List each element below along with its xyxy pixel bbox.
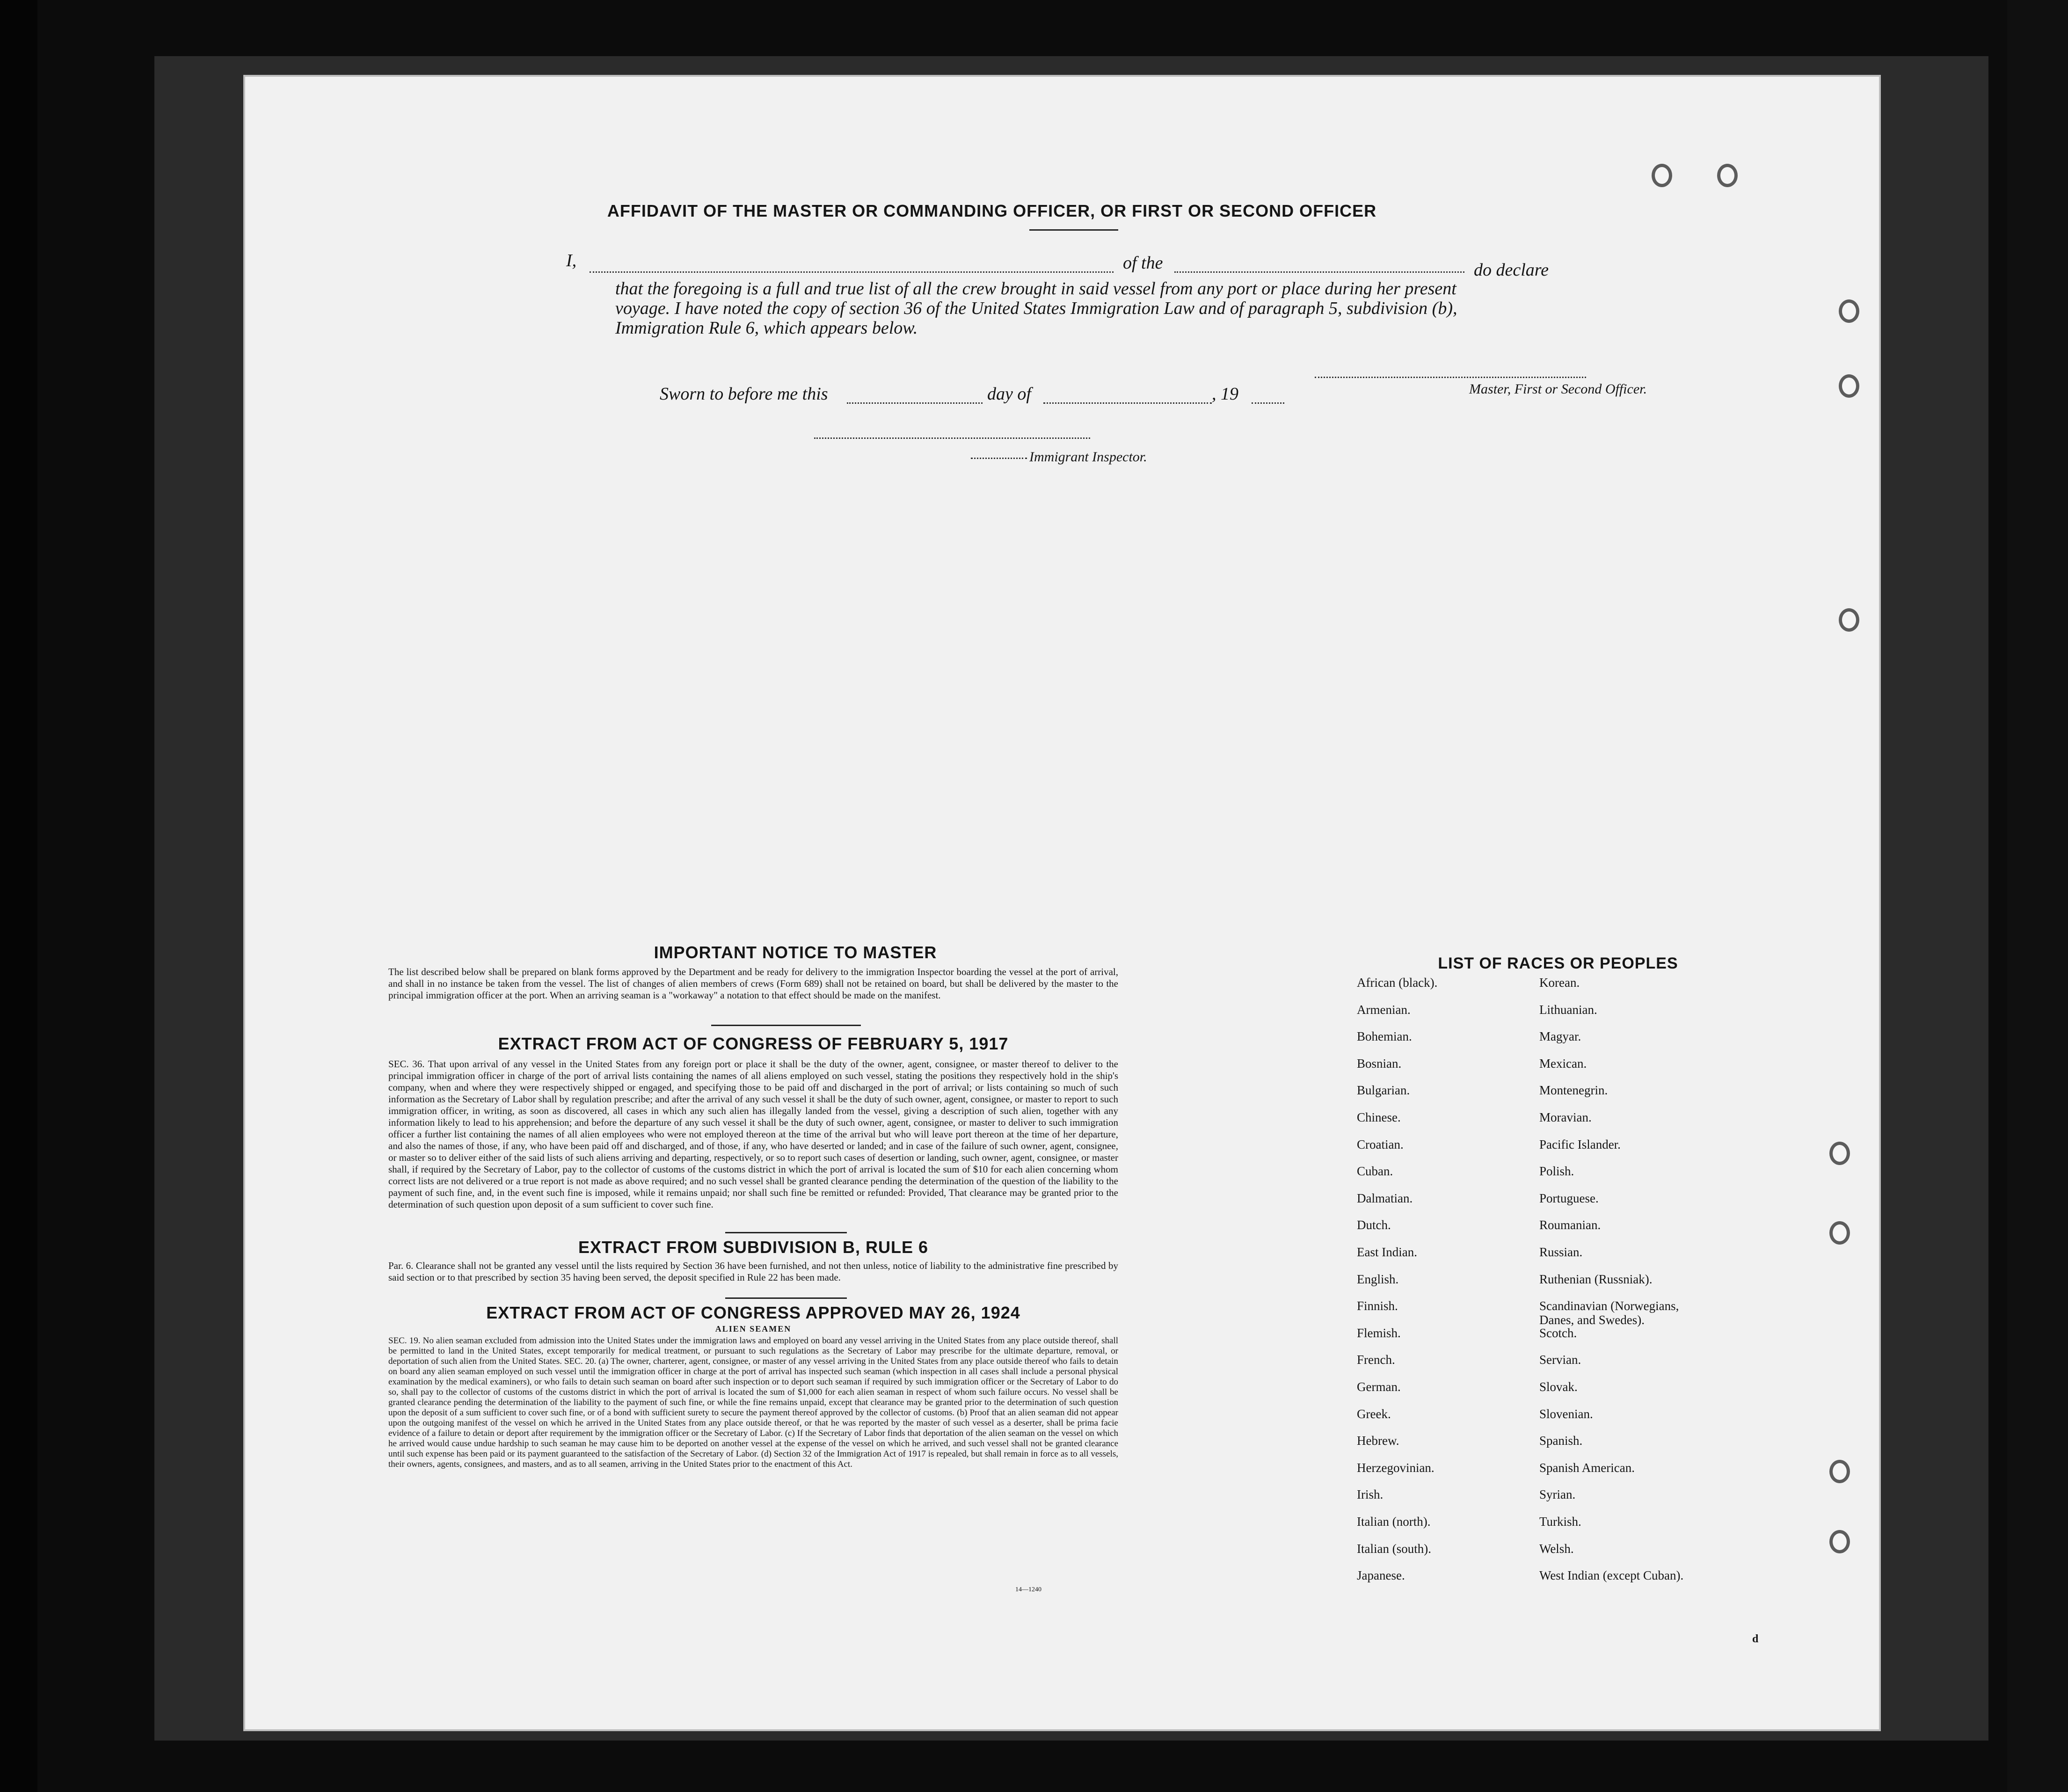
punch-hole-icon bbox=[1839, 608, 1859, 632]
races-title: LIST OF RACES OR PEOPLES bbox=[1438, 954, 1678, 972]
punch-hole-icon bbox=[1829, 1460, 1850, 1483]
race-entry: English. bbox=[1357, 1272, 1399, 1286]
race-entry: Mexican. bbox=[1539, 1056, 1587, 1071]
day-of-label: day of bbox=[987, 384, 1031, 404]
divider bbox=[711, 1025, 861, 1026]
race-entry: French. bbox=[1357, 1353, 1395, 1367]
manifest-page bbox=[243, 75, 1881, 1731]
notice-title: IMPORTANT NOTICE TO MASTER bbox=[654, 943, 937, 962]
month-blank bbox=[1043, 402, 1212, 404]
race-entry: Bulgarian. bbox=[1357, 1083, 1410, 1098]
inspector-signature-blank bbox=[814, 437, 1090, 439]
race-entry: Syrian. bbox=[1539, 1487, 1576, 1502]
extract-1924-title: EXTRACT FROM ACT OF CONGRESS APPROVED MAY 26, 1924 bbox=[486, 1303, 1020, 1322]
punch-hole-icon bbox=[1829, 1221, 1850, 1245]
race-entry: Roumanian. bbox=[1539, 1218, 1601, 1232]
race-entry: Russian. bbox=[1539, 1245, 1583, 1259]
race-entry: Hebrew. bbox=[1357, 1434, 1399, 1448]
race-entry: Cuban. bbox=[1357, 1164, 1393, 1179]
divider bbox=[725, 1297, 847, 1299]
affidavit-title: AFFIDAVIT OF THE MASTER OR COMMANDING OFFICER, OR FIRST OR SECOND OFFICER bbox=[607, 201, 1377, 220]
race-entry: West Indian (except Cuban). bbox=[1539, 1568, 1684, 1583]
race-entry: Chinese. bbox=[1357, 1110, 1401, 1124]
race-entry: Spanish. bbox=[1539, 1434, 1583, 1448]
extract-1917-text: SEC. 36. That upon arrival of any vessel in the United States from any foreign port or place it shall be the duty of the owner, agent, consignee, or master thereof to deliver to the principal immigration officer in charge of the port of arrival lists containing the names of all aliens employed on such vessel, stating the positions they respectively hold in the ship's company, when and where they were respectively shipped or engaged, and specifying those to be paid off and discharged in the port of arrival; or lists containing so much of such information as the Secretary of Labor shall by regulation prescribe; and after the arrival of any such vessel it shall be the duty of such owner, agent, consignee, or master to report to such immigration officer, in writing, as soon as discovered, all cases in which any such alien has illegally landed from the vessel, giving a description of such alien, together with any information likely to lead to his apprehension; and before the departure of any such vessel it shall be the duty of such owner, agent, consignee, or master to deliver to such immigration officer a further list containing the names of all alien employees who were not employed thereon at the time of the arrival but who will leave port thereon at the time of her departure, and also the names of those, if any, who have been paid off and discharged, and of those, if any, who have deserted or landed; and in case of the failure of such owner, agent, consignee, or master so to deliver either of the said lists of such aliens arriving and departing, respectively, or so to report such cases of desertion or landing, such owner, agent, consignee, or master shall, if required by the Secretary of Labor, pay to the collector of customs of the customs district in which the port of arrival is located the sum of $10 for each alien concerning whom correct lists are not delivered or a true report is not made as above required; and no such vessel shall be granted clearance pending the determination of the question of the liability to the payment of such fine, and, in the event such fine is imposed, while it remains unpaid; nor shall such fine be remitted or refunded: Provided, That clearance may be granted prior to the determination of such question upon deposit of a sum sufficient to cover such fine. bbox=[388, 1058, 1118, 1210]
race-entry: Welsh. bbox=[1539, 1541, 1574, 1556]
race-entry: Scandinavian (Norwegians, Danes, and Swedes). bbox=[1539, 1299, 1679, 1327]
race-entry: Ruthenian (Russniak). bbox=[1539, 1272, 1653, 1286]
inspector-dots bbox=[971, 458, 1027, 459]
divider bbox=[725, 1232, 847, 1233]
name-blank bbox=[590, 271, 1114, 273]
race-entry: Bohemian. bbox=[1357, 1029, 1412, 1044]
race-entry: Irish. bbox=[1357, 1487, 1384, 1502]
race-entry: African (black). bbox=[1357, 976, 1438, 990]
punch-hole-icon bbox=[1652, 164, 1672, 187]
punch-hole-icon bbox=[1839, 299, 1859, 323]
race-entry: Dalmatian. bbox=[1357, 1191, 1413, 1205]
race-entry: Pacific Islander. bbox=[1539, 1137, 1621, 1151]
race-entry: Scotch. bbox=[1539, 1326, 1577, 1340]
form-number: 14—1240 bbox=[1015, 1586, 1041, 1593]
race-entry: Moravian. bbox=[1539, 1110, 1592, 1124]
vessel-blank bbox=[1174, 271, 1464, 273]
margin-mark: d bbox=[1752, 1633, 1759, 1645]
race-entry: Japanese. bbox=[1357, 1568, 1405, 1583]
film-frame-right bbox=[2007, 0, 2068, 1792]
race-entry: Slovenian. bbox=[1539, 1406, 1593, 1421]
film-frame-left bbox=[0, 0, 37, 1792]
affidavit-line-2: that the foregoing is a full and true list of all the crew brought in said vessel from any port or place during her present bbox=[615, 279, 1456, 299]
race-entry: Lithuanian. bbox=[1539, 1002, 1597, 1017]
affidavit-line-3: voyage. I have noted the copy of section 36 of the United States Immigration Law and of paragraph 5, subdivision (b), bbox=[615, 299, 1457, 318]
race-entry: Slovak. bbox=[1539, 1380, 1578, 1394]
notice-text: The list described below shall be prepared on blank forms approved by the Department and be ready for delivery to the immigration Inspector boarding the vessel at the port of arrival, and shall in no instance be taken from the vessel. The list of changes of alien members of crews (Form 689) shall not be retained on board, but shall be delivered by the master to the principal immigration officer at the port. When an arriving seaman is a "workaway" a notation to that effect should be made on the manifest. bbox=[388, 966, 1118, 1001]
race-entry: German. bbox=[1357, 1380, 1401, 1394]
affidavit-of-the: of the bbox=[1123, 253, 1163, 273]
punch-hole-icon bbox=[1839, 374, 1859, 398]
alien-seamen-subtitle: ALIEN SEAMEN bbox=[715, 1324, 792, 1333]
race-entry: Greek. bbox=[1357, 1406, 1391, 1421]
day-blank bbox=[847, 402, 983, 404]
year-blank bbox=[1252, 402, 1284, 404]
extract-1917-title: EXTRACT FROM ACT OF CONGRESS OF FEBRUARY 5, 1917 bbox=[498, 1034, 1009, 1053]
affidavit-line-4: Immigration Rule 6, which appears below. bbox=[615, 318, 918, 338]
punch-hole-icon bbox=[1717, 164, 1738, 187]
race-entry: Portuguese. bbox=[1539, 1191, 1599, 1205]
race-entry: Herzegovinian. bbox=[1357, 1460, 1434, 1475]
race-entry: Italian (south). bbox=[1357, 1541, 1431, 1556]
punch-hole-icon bbox=[1829, 1142, 1850, 1165]
sworn-label: Sworn to before me this bbox=[660, 384, 828, 404]
race-entry: Italian (north). bbox=[1357, 1515, 1431, 1529]
race-entry: Korean. bbox=[1539, 976, 1580, 990]
race-entry: Magyar. bbox=[1539, 1029, 1581, 1044]
inspector-title: Immigrant Inspector. bbox=[1029, 449, 1147, 465]
divider bbox=[1029, 229, 1118, 231]
race-entry: Dutch. bbox=[1357, 1218, 1391, 1232]
race-entry: Montenegrin. bbox=[1539, 1083, 1608, 1098]
race-entry: Spanish American. bbox=[1539, 1460, 1635, 1475]
race-entry: Polish. bbox=[1539, 1164, 1574, 1179]
signature-blank bbox=[1315, 377, 1586, 378]
race-entry: East Indian. bbox=[1357, 1245, 1417, 1259]
race-entry: Armenian. bbox=[1357, 1002, 1411, 1017]
race-entry: Flemish. bbox=[1357, 1326, 1401, 1340]
race-entry: Bosnian. bbox=[1357, 1056, 1402, 1071]
race-entry: Croatian. bbox=[1357, 1137, 1404, 1151]
extract-1924-text: SEC. 19. No alien seaman excluded from admission into the United States under the immigration laws and employed on board any vessel arriving in the United States from any place outside thereof, shall be permitted to land in the United States, except temporarily for medical treatment, or pursuant to such regulations as the Secretary of Labor may prescribe for the ultimate departure, removal, or deportation of such alien from the United States. SEC. 20. (a) The owner, charterer, agent, consignee, or master of any vessel arriving in the United States from any place outside thereof who fails to detain on board any alien seaman employed on such vessel until the immigration officer in charge at the port of arrival has inspected such seaman (which inspection in all cases shall include a personal physical examination by the medical examiners), or who fails to detain such seaman on board after such inspection or to deport such seaman if required by such immigration officer or the Secretary of Labor to do so, shall pay to the collector of customs of the customs district in which the port of arrival is located the sum of $1,000 for each alien seaman in respect of whom such failure occurs. No vessel shall be granted clearance pending the determination of the liability to the payment of such fine, or while the fine remains unpaid, except that clearance may be granted prior to the determination of such question upon the deposit of a sum sufficient to cover such fine, or of a bond with sufficient surety to secure the payment thereof approved by the collector of customs. (b) Proof that an alien seaman did not appear upon the outgoing manifest of the vessel on which he arrived in the United States from any place outside thereof, or that he was reported by the master of such vessel as a deserter, shall be prima facie evidence of a failure to detain or deport after requirement by the immigration officer or the Secretary of Labor. (c) If the Secretary of Labor finds that deportation of the alien seaman on the vessel on which he arrived would cause undue hardship to such seaman he may cause him to be deported on another vessel at the expense of the vessel on which he arrived, and such vessel shall not be granted clearance until such expense has been paid or its payment guaranteed to the satisfaction of the Secretary of Labor. (d) Section 32 of the Immigration Act of 1917 is repealed, but shall remain in force as to all vessels, their owners, agents, consignees, and masters, and as to all seamen, arriving in the United States prior to the enactment of this Act. bbox=[388, 1336, 1118, 1469]
affidavit-i: I, bbox=[566, 251, 577, 270]
race-entry: Finnish. bbox=[1357, 1299, 1398, 1313]
race-entry: Turkish. bbox=[1539, 1515, 1581, 1529]
signer-title: Master, First or Second Officer. bbox=[1469, 381, 1647, 397]
punch-hole-icon bbox=[1829, 1530, 1850, 1553]
subdivision-text: Par. 6. Clearance shall not be granted any vessel until the lists required by Section 36 have been furnished, and not then unless, notice of liability to the administrative fine prescribed by said section or to that prescribed by section 35 having been served, the deposit specified in Rule 22 has been made. bbox=[388, 1260, 1118, 1283]
subdivision-title: EXTRACT FROM SUBDIVISION B, RULE 6 bbox=[578, 1238, 929, 1257]
year-label: , 19 bbox=[1212, 384, 1238, 404]
affidavit-do-declare: do declare bbox=[1474, 260, 1549, 280]
race-entry: Servian. bbox=[1539, 1353, 1581, 1367]
